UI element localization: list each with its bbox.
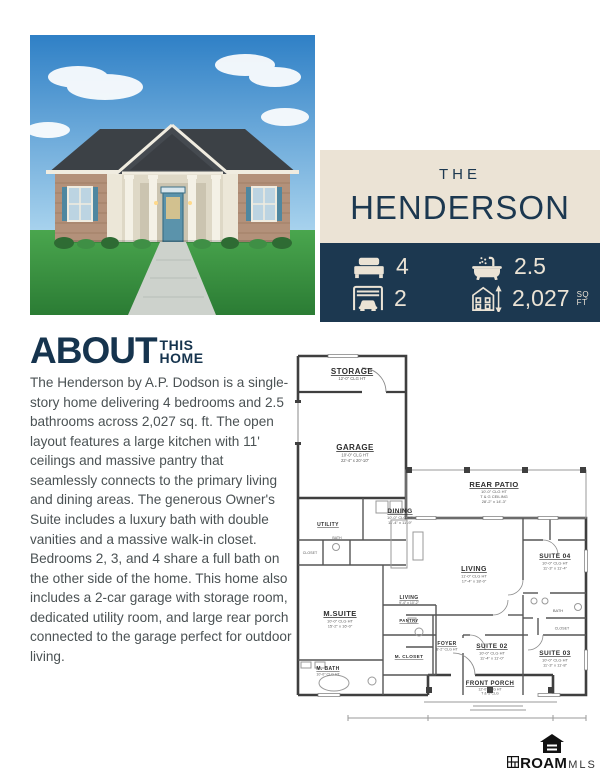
room-sub-mbath: 10'-0" CLG HT <box>316 672 340 677</box>
room-sub-suite03-2: 11'-3" x 11'-8" <box>542 662 568 668</box>
about-heading <box>30 330 204 371</box>
room-label-rear-patio: REAR PATIO <box>469 480 519 489</box>
room-sub-msuite-1: 10'-0" CLG HT <box>327 618 353 624</box>
room-label-closet-small: CLOSET <box>302 551 318 555</box>
room-sub-living-1: 11'-0" CLG HT <box>461 573 487 579</box>
room-label-mcloset: M. CLOSET <box>394 654 424 659</box>
about-subtitle-home: HOME <box>159 350 204 366</box>
room-label-living: LIVING <box>461 566 487 573</box>
room-sub-patio-1: 10'-0" CLG HT <box>481 489 507 494</box>
room-sub-dining-1: 10'-0" CLG HT <box>387 515 413 520</box>
room-sub-patio-3: 28'-2" x 14'-3" <box>481 499 507 504</box>
stat-beds <box>352 253 409 280</box>
room-label-bath-small: BATH <box>332 536 342 540</box>
room-sub-suite02-1: 10'-0" CLG HT <box>479 650 505 656</box>
fixtures <box>301 501 582 691</box>
house-measure-icon <box>470 285 502 312</box>
footer-logo <box>508 734 596 772</box>
room-label-storage: STORAGE <box>330 367 374 376</box>
home-photo <box>30 35 315 315</box>
beds-value: 4 <box>396 253 409 280</box>
mls-grid-icon <box>507 756 519 768</box>
room-label-utility: UTILITY <box>317 522 339 528</box>
room-label-pantry: PANTRY <box>399 618 419 623</box>
garage-doors <box>295 400 301 445</box>
area-unit-sq: SQ <box>576 290 590 300</box>
room-label-garage: GARAGE <box>336 443 374 452</box>
stat-baths <box>470 253 546 280</box>
room-label-front-porch: FRONT PORCH <box>465 681 515 687</box>
room-sub-foyer: 8'-2" CLG HT <box>436 647 458 652</box>
room-sub-suite02-2: 11'-4" x 11'-0" <box>479 655 505 661</box>
about-subtitle-this: THIS <box>159 337 194 353</box>
room-sub-dining-2: 11'-4" x 11'-9" <box>387 520 413 525</box>
room-label-living-small: LIVING <box>399 595 419 601</box>
room-sub-suite03-1: 10'-0" CLG HT <box>542 657 568 663</box>
area-unit <box>577 291 590 307</box>
plan-prefix: THE <box>439 166 481 183</box>
room-sub-suite04-1: 10'-0" CLG HT <box>542 560 568 566</box>
room-label-suite03: SUITE 03 <box>539 650 571 657</box>
equal-housing-icon <box>540 734 564 754</box>
room-sub-garage-2: 22'-4" x 20'-10" <box>340 458 370 463</box>
about-paragraph: The Henderson by A.P. Dodson is a single-story home delivering 4 bedrooms and 2.5 bathrooms across 2,027 sq. ft. The open layout features a large kitchen with 11' ceilings and massive pantry that seamlessly connects to the primary living and dining areas. The generous Owner's Suite includes a luxury bath with double vanities and a massive walk-in closet. Bedrooms 2, 3, and 4 share a full bath on the other side of the home. This home also includes a 2-car garage with storage room, dedicated utility room, and large rear porch connected to the garage perfect for outdoor living. <box>30 375 292 664</box>
area-value: 2,027 <box>512 284 570 311</box>
room-sub-storage: 12'-0" CLG HT <box>338 376 366 381</box>
room-label-suite04: SUITE 04 <box>539 553 571 560</box>
room-sub-porch-2: T & G CLG <box>481 691 499 696</box>
room-sub-garage-1: 10'-0" CLG HT <box>341 452 369 458</box>
room-sub-patio-2: T & G CEILING <box>480 494 508 499</box>
left-window <box>62 187 98 221</box>
floorplan-drawing <box>288 350 600 730</box>
area-unit-ft: FT <box>576 298 588 308</box>
room-label-suite02: SUITE 02 <box>476 643 508 650</box>
baths-value: 2.5 <box>514 253 546 280</box>
about-title: ABOUT <box>30 330 157 371</box>
room-sub-living-small: 9'-4" x 10'-2" <box>398 601 420 605</box>
about-subtitle <box>160 339 204 365</box>
room-label-closet2: CLOSET <box>554 626 570 631</box>
garage-value: 2 <box>394 284 407 311</box>
room-label-dining: DINING <box>387 508 413 515</box>
bed-icon <box>352 255 386 279</box>
stat-garage <box>352 285 407 312</box>
brand-suffix: MLS <box>568 759 597 771</box>
front-porch-slab <box>348 702 586 721</box>
room-sub-porch-1: 12'-0" CLG HT <box>478 687 502 692</box>
stats-panel <box>320 243 600 322</box>
room-sub-suite04-2: 11'-3" x 11'-4" <box>542 565 568 571</box>
bathtub-icon <box>470 254 504 280</box>
right-window <box>246 187 282 221</box>
room-sub-living-2: 17'-4" x 18'-0" <box>461 578 487 584</box>
stat-area <box>470 285 589 312</box>
room-label-msuite: M.SUITE <box>323 609 357 618</box>
brand-name: ROAM <box>520 755 568 772</box>
room-sub-msuite-2: 15'-2" x 16'-0" <box>327 623 353 629</box>
plan-name: HENDERSON <box>350 189 570 226</box>
garage-icon <box>352 285 384 311</box>
title-panel <box>320 150 600 243</box>
room-label-foyer: FOYER <box>437 641 457 647</box>
room-label-bath2: BATH <box>552 608 564 613</box>
room-label-mbath: M. BATH <box>316 666 340 672</box>
